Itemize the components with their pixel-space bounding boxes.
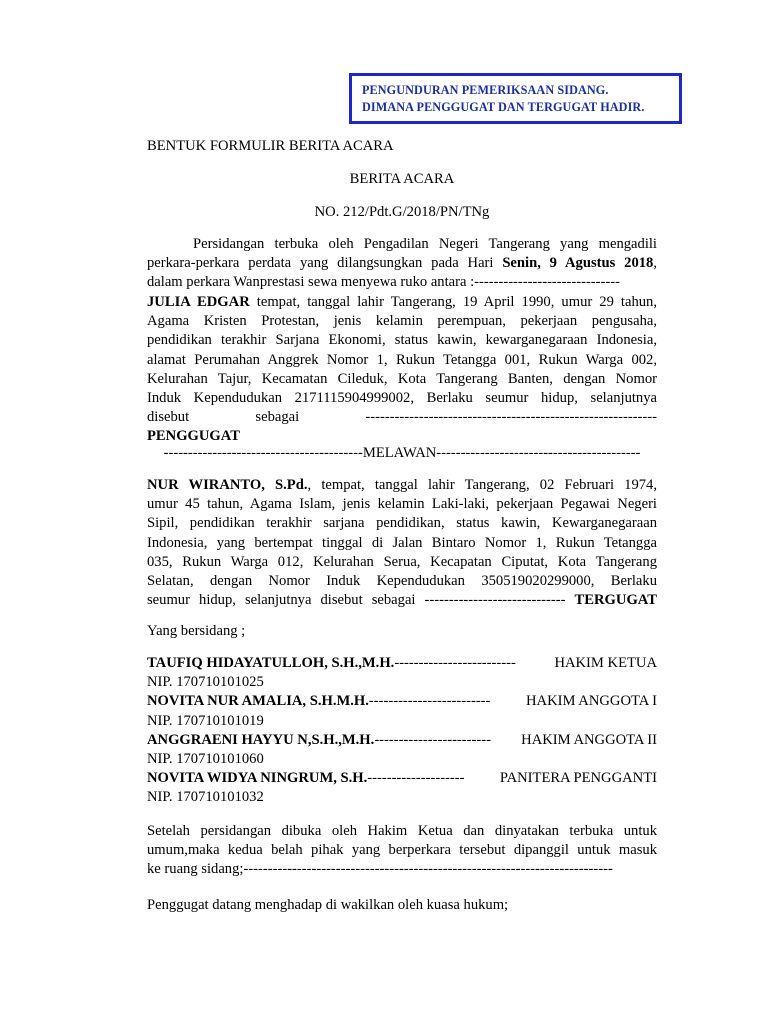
intro-line-1: Persidangan terbuka oleh Pengadilan Negeri Tangerang yang mengadili [193,236,657,252]
notice-line-1: PENGUNDURAN PEMERIKSAAN SIDANG. [362,83,609,97]
opening-paragraph [147,822,657,880]
defendant-line-5: 035, Rukun Warga 012, Kelurahan Serua, Kecapatan Ciputat, Kota Tangerang [147,553,657,570]
bench-member-role: PANITERA PENGGANTI [499,770,657,787]
plaintiff-line-3: pendidikan terakhir Sarjana Ekonomi, status kawin, kewarganegaraan Indonesia, [147,332,657,349]
plaintiff-dashes: ------------------------------------------------------------ [365,409,657,426]
bench-member-row [147,692,657,711]
bench-member-nip: NIP. 170710101032 [147,789,264,806]
bench-dashes: ------------------------- [394,655,516,671]
opening-line-1: Setelah persidangan dibuka oleh Hakim Ketua dan dinyatakan terbuka untuk [147,823,657,839]
bench-member-row [147,769,657,788]
defendant-line-2: umur 45 tahun, Agama Islam, jenis kelamin Laki-laki, pekerjaan Pegawai Negeri [147,496,657,513]
plaintiff-disebut: disebut [147,409,190,426]
intro-line-3: dalam perkara Wanprestasi sewa menyewa ruko antara :------------------------------ [147,274,620,291]
opening-line-2: umum,maka kedua belah pihak yang berperkara tersebut dipanggil untuk masuk [147,842,657,859]
bench-dashes: ------------------------ [374,731,491,748]
plaintiff-line-2: Agama Kristen Protestan, jenis kelamin perempuan, pekerjaan pengusaha, [147,313,657,330]
notice-line-2: DIMANA PENGGUGAT DAN TERGUGAT HADIR. [362,100,645,114]
plaintiff-line-1 [147,293,657,312]
defendant-text: , tempat, tanggal lahir Tangerang, 02 Februari 1974, [307,477,657,493]
hearing-date: Senin, 9 Agustus 2018 [502,255,654,272]
versus-line: -----------------------------------------MELAWAN------------------------------------------ [163,445,641,461]
defendant-role: TERGUGAT [574,592,657,609]
bench-member-name: TAUFIQ HIDAYATULLOH, S.H.,M.H. [147,655,395,671]
bench-dashes: -------------------- [367,770,465,787]
defendant-line-1 [147,476,657,495]
form-title: BENTUK FORMULIR BERITA ACARA [147,138,394,154]
bench-member-name: NOVITA WIDYA NINGRUM, S.H. [147,770,368,787]
plaintiff-sebagai: sebagai [255,409,300,426]
bench-dashes: ------------------------- [368,693,491,710]
bench-member-row [147,731,657,750]
intro-paragraph [147,235,657,293]
plaintiff-line-7 [147,408,657,427]
plaintiff-text: tempat, tanggal lahir Tangerang, 19 April 1990, umur 29 tahun, [249,294,657,310]
plaintiff-line-4: alamat Perumahan Anggrek Nomor 1, Rukun Tetangga 001, Rukun Warga 002, [147,351,657,368]
defendant-line-3: Sipil, pendidikan terakhir sarjana pendidikan, status kawin, Kewarganegaraan [147,515,657,532]
bench-member-nip: NIP. 170710101019 [147,712,264,729]
document-number: NO. 212/Pdt.G/2018/PN/TNg [314,204,490,220]
intro-comma: , [653,255,657,272]
bench-member-nip: NIP. 170710101060 [147,750,264,767]
bench-member-name: NOVITA NUR AMALIA, S.H.M.H. [147,693,369,710]
bench-member-nip: NIP. 170710101025 [147,674,264,691]
plaintiff-role: PENGGUGAT [147,428,240,445]
defendant-line-4: Indonesia, yang bertempat tinggal di Jalan Bintaro Nomor 1, Rukun Tetangga [147,534,657,551]
notice-box [349,73,682,124]
bench-member-role: HAKIM ANGGOTA II [521,731,657,748]
defendant-line-6: Selatan, dengan Nomor Induk Kependudukan 350519020299000, Berlaku [147,572,657,589]
plaintiff-line-6: Induk Kependudukan 2171115904999002, Berlaku seumur hidup, selanjutnya [147,389,657,406]
document-title: BERITA ACARA [349,171,455,187]
plaintiff-line-5: Kelurahan Tajur, Kecamatan Cileduk, Kota Tangerang Banten, dengan Nomor [147,370,657,387]
intro-text: perkara-perkara perdata yang dilangsungkan pada Hari [147,255,494,272]
bench-member-role: HAKIM ANGGOTA I [526,693,657,710]
opening-line-3: ke ruang sidang;---------------------------------------------------------------------------- [147,861,613,878]
bench-member-name: ANGGRAENI HAYYU N,S.H.,M.H. [147,731,375,748]
bench-list [147,654,657,808]
intro-line-2 [147,254,657,273]
plaintiff-paragraph [147,293,657,447]
plaintiff-name: JULIA EDGAR [147,294,250,310]
bench-intro: Yang bersidang ; [147,623,246,639]
bench-member-row [147,654,657,673]
defendant-name: NUR WIRANTO, S.Pd. [147,477,308,493]
bench-member-role: HAKIM KETUA [554,655,657,671]
defendant-line-7 [147,591,657,610]
defendant-text-end: seumur hidup, selanjutnya disebut sebagai ----------------------------- [147,592,575,609]
defendant-paragraph [147,476,657,610]
closing-line: Penggugat datang menghadap di wakilkan oleh kuasa hukum; [147,897,509,913]
